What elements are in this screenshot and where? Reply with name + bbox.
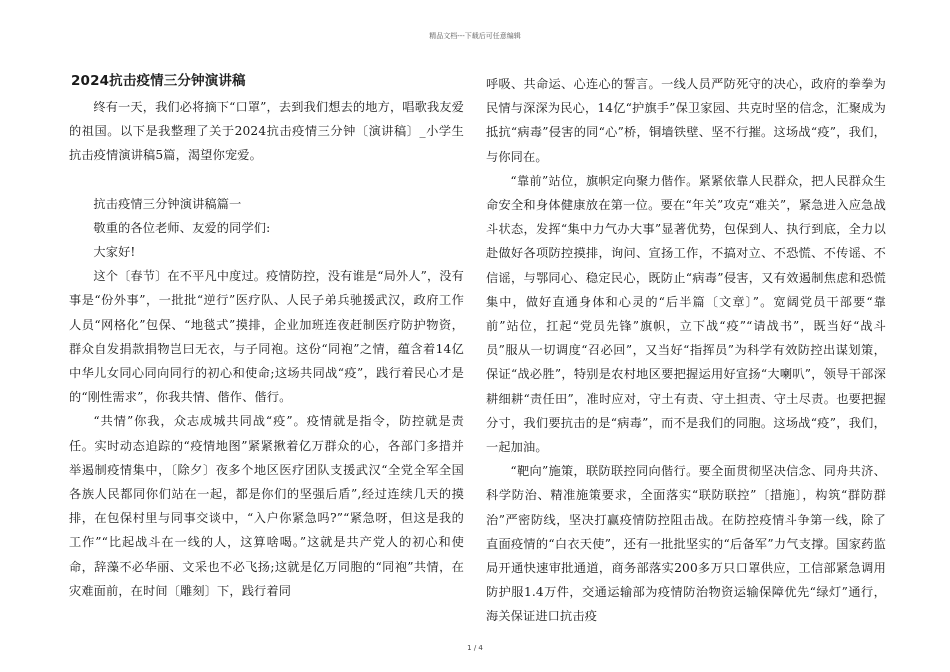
page-header: 精品文档---下载后可任意编辑 [429,32,521,40]
paragraph-spacer [69,168,464,192]
body-paragraph: “共情”你我，众志成城共同战“疫”。疫情就是指令，防控就是责任。实时动态追踪的“疫情地图”紧紧揪着亿万群众的心，各部门多措并举遏制疫情集中，〔除夕〕夜多个地区医疗团队支援武汉“全党全军全国各族人民都同你们站在一起，都是你们的坚强后盾”,经过连续几天的摸排，在包保村里与同事交谈中，“入户你紧急吗?”“紧急呀，但这是我的工作”“比起战斗在一线的人，这算啥喝。”这就是共产党人的初心和使命，辞藻不必华丽、文采也不必飞扬;这就是亿万同胞的“同袍”共情，在灾难面前，在时间〔雕刻〕下，践行着同 [69,414,464,598]
body-paragraph: “靠前”站位，旗帜定向聚力偕作。紧紧依靠人民群众，把人民群众生命安全和身体健康放在第一位。要在“年关”攻克“难关”，紧急进入应急战斗状态，发挥“集中力气办大事”显著优势，包保到人、执行到底，全力以赴做好各项防控摸排，询问、宣扬工作，不搞对立、不恐慌、不传谣、不信谣，与鄂同心、稳定民心，既防止“病毒”侵害，又有效遏制焦虑和恐慌集中，做好直通身体和心灵的“后半篇〔文章〕”。宽阔党员干部要“靠前”站位，扛起“党员先锋”旗帜，立下战“疫”“请战书”，既当好“战斗员”服从一切调度“召必回”，又当好“指挥员”为科学有效防控出谋划策，保证“战必胜”，特别是农村地区要把握运用好宣扬“大喇叭”，领导干部深耕细耕“责任田”，准时应对，守土有责、守土担责、守土尽责。也要把握分寸，我们要抗击的是“病毒”，而不是我们的同胞。这场战“疫”，我们，一起加油。 [486,173,886,455]
intro-paragraph: 终有一天，我们必将摘下“口罩”，去到我们想去的地方，唱歌我友爱的祖国。以下是我整理了关于2024抗击疫情三分钟〔演讲稿〕_小学生抗击疫情演讲稿5篇，渴望你宠爱。 [69,100,464,163]
page-indicator: 1 / 4 [467,644,483,652]
document-title: 2024抗击疫情三分钟演讲稿 [71,73,246,89]
body-paragraph: “靶向”施策，联防联控同向偕行。要全面贯彻坚决信念、同舟共济、科学防治、精准施策要求，全面落实“联防联控”〔措施〕，构筑“群防群治”严密防线，坚决打赢疫情防控阻击战。在防控疫情斗争第一线，除了直面疫情的“白衣天使”，还有一批批坚实的“后备军”力气支撑。国家药监局开通快速审批通道，商务部落实200多万只口罩供应，工信部紧急调用防护服1.4万件，交通运输部为疫情防治物资运输保障优先“绿灯”通行，海关保证进口抗击疫 [486,464,886,624]
right-column [486,72,886,629]
greeting: 大家好! [93,245,136,260]
salutation: 敬重的各位老师、友爱的同学们: [93,220,271,235]
body-paragraph-continued: 呼吸、共命运、心连心的誓言。一线人员严防死守的决心，政府的拳拳为民情与深深为民心，14亿“护旗手”保卫家园、共克时坚的信念，汇聚成为抵抗“病毒”侵害的同“心”桥，铜墙铁壁、坚不行摧。这场战“疫”，我们，与你同在。 [486,77,886,164]
section-heading: 抗击疫情三分钟演讲稿篇一 [93,196,242,211]
body-paragraph: 这个〔春节〕在不平凡中度过。疫情防控，没有谁是“局外人”，没有事是“份外事”，一批批“逆行”医疗队、人民子弟兵驰援武汉，政府工作人员“网格化”包保、“地毯式”摸排，企业加班连夜赶制医疗防护物资，群众自发捐款捐物岂曰无衣，与子同袍。这份“同袍”之情，蕴含着14亿中华儿女同心同向同行的初心和使命;这场共同战“疫”，践行着民心才是的“刚性需求”，你我共情、偕作、偕行。 [69,269,464,405]
left-column [69,70,464,603]
